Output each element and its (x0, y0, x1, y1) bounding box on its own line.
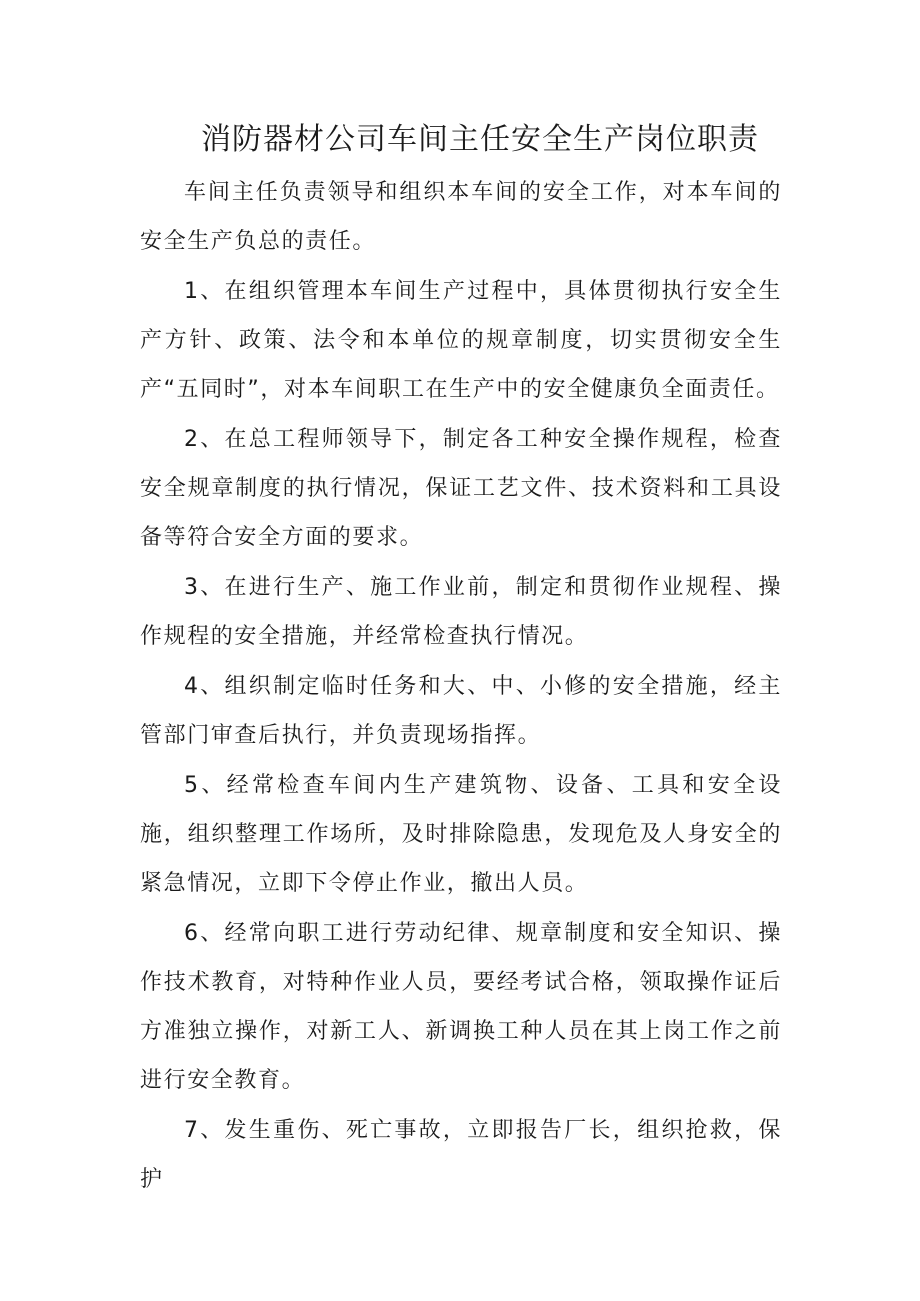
intro-paragraph: 车间主任负责领导和组织本车间的安全工作，对本车间的安全生产负总的责任。 (140, 180, 782, 254)
duty-item-3: 3、在进行生产、施工作业前，制定和贯彻作业规程、操作规程的安全措施，并经常检查执行情况。 (140, 575, 782, 649)
document-body (140, 168, 782, 1204)
document-title: 消防器材公司车间主任安全生产岗位职责 (201, 122, 759, 157)
duty-item-7: 7、发生重伤、死亡事故，立即报告厂长，组织抢救，保护 (140, 1118, 782, 1192)
duty-item-5: 5、经常检查车间内生产建筑物、设备、工具和安全设施，组织整理工作场所，及时排除隐患，发现危及人身安全的紧急情况，立即下令停止作业，撤出人员。 (140, 773, 782, 896)
duty-item-2: 2、在总工程师领导下，制定各工种安全操作规程，检查安全规章制度的执行情况，保证工艺文件、技术资料和工具设备等符合安全方面的要求。 (140, 427, 782, 550)
duty-item-6: 6、经常向职工进行劳动纪律、规章制度和安全知识、操作技术教育，对特种作业人员，要经考试合格，领取操作证后方准独立操作，对新工人、新调换工种人员在其上岗工作之前进行安全教育。 (140, 921, 782, 1093)
duty-item-4: 4、组织制定临时任务和大、中、小修的安全措施，经主管部门审查后执行，并负责现场指挥。 (140, 674, 782, 748)
duty-item-1: 1、在组织管理本车间生产过程中，具体贯彻执行安全生产方针、政策、法令和本单位的规章制度，切实贯彻安全生产“五同时”，对本车间职工在生产中的安全健康负全面责任。 (140, 279, 782, 402)
